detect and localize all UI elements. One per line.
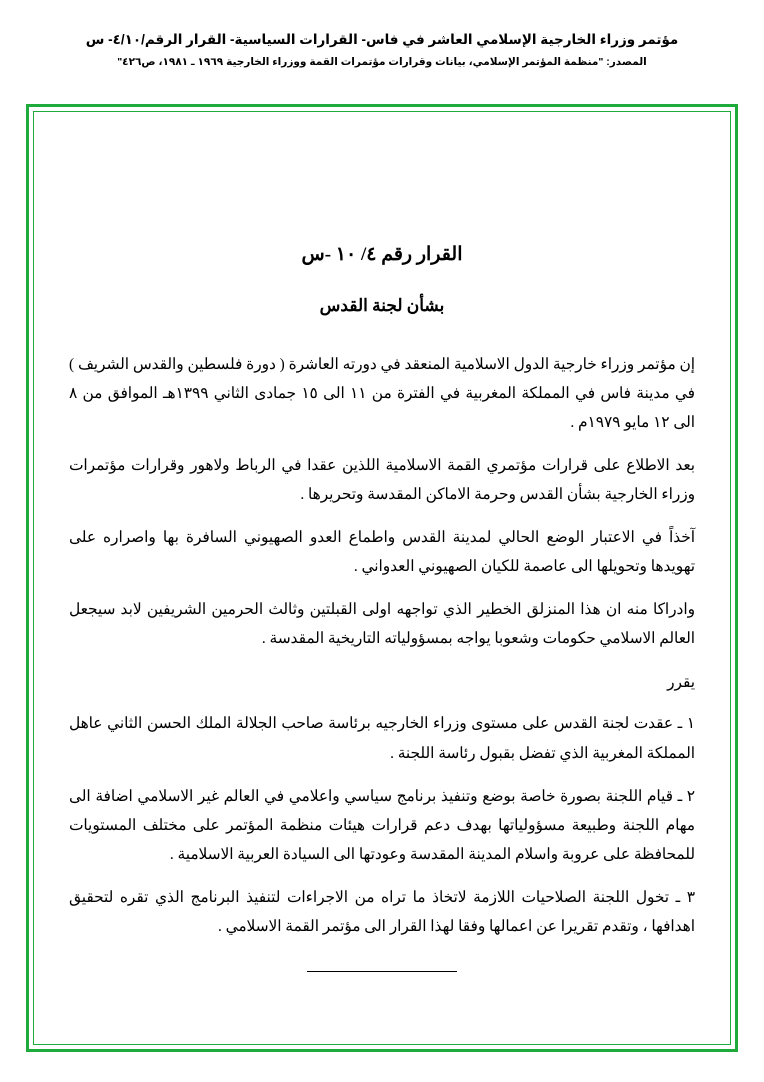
paragraph: آخذاً في الاعتبار الوضع الحالي لمدينة القدس واطماع العدو الصهيوني السافرة بها واصراره على تهويدها وتحويلها الى عاصمة للكيان الصهيوني العدواني . bbox=[69, 528, 695, 575]
document-header bbox=[0, 0, 764, 71]
resolution-item: ١ ـ عقدت لجنة القدس على مستوى وزراء الخارجيه برئاسة صاحب الجلالة الملك الحسن الثاني عاهل المملكة المغربية الذي تفضل بقبول رئاسة اللجنة . bbox=[69, 715, 695, 762]
resolution-item: ٣ ـ تخول اللجنة الصلاحيات اللازمة لاتخاذ ما تراه من الاجراءات لتنفيذ البرنامج الذي تقره لتحقيق اهدافها ، وتقدم تقريرا عن اعمالها وفقا لهذا القرار الى مؤتمر القمة الاسلامي . bbox=[69, 888, 695, 935]
end-rule bbox=[307, 971, 457, 972]
green-border-frame bbox=[26, 104, 738, 1052]
paragraph: بعد الاطلاع على قرارات مؤتمري القمة الاسلامية اللذين عقدا في الرباط ولاهور وقرارات مؤتمرات وزراء الخارجية بشأن القدس وحرمة الاماكن المقدسة وتحريرها . bbox=[69, 456, 695, 503]
header-source: المصدر: "منظمة المؤتمر الإسلامي، بيانات وقرارات مؤتمرات القمة ووزراء الخارجية ١٩٦٩ ـ ١٩٨١، ص٤٢٦" bbox=[117, 56, 647, 69]
resolution-verb: يقرر bbox=[667, 674, 695, 692]
resolution-title: القرار رقم ٤/ ١٠ -س bbox=[301, 244, 463, 265]
resolution-item: ٢ ـ قيام اللجنة بصورة خاصة بوضع وتنفيذ برنامج سياسي واعلامي في العالم غير الاسلامي اضافة الى مهام اللجنة وطبيعة مسؤولياتها بهدف دعم قرارات هيئات منظمة المؤتمر على مختلف المستويات للمحافظة على عروبة واسلام المدينة المقدسة وعودتها الى السيادة العربية الاسلامية . bbox=[69, 787, 695, 863]
paragraph: وادراكا منه ان هذا المنزلق الخطير الذي تواجهه اولى القبلتين وثالث الحرمين الشريفين لابد سيجعل العالم الاسلامي حكومات وشعوبا يواجه بمسؤولياته التاريخية المقدسة . bbox=[69, 601, 695, 648]
document-body bbox=[69, 237, 695, 972]
header-title: مؤتمر وزراء الخارجية الإسلامي العاشر في فاس- القرارات السياسية- القرار الرقم/٤/١٠- س bbox=[85, 32, 679, 47]
paragraph: إن مؤتمر وزراء خارجية الدول الاسلامية المنعقد في دورته العاشرة ( دورة فلسطين والقدس الشريف ) في مدينة فاس في المملكة المغربية في الفترة من ١١ الى ١٥ جمادى الثاني ١٣٩٩هـ الموافق من ٨ الى ١٢ مايو ١٩٧٩م . bbox=[69, 355, 695, 431]
resolution-subtitle: بشأن لجنة القدس bbox=[319, 296, 445, 316]
